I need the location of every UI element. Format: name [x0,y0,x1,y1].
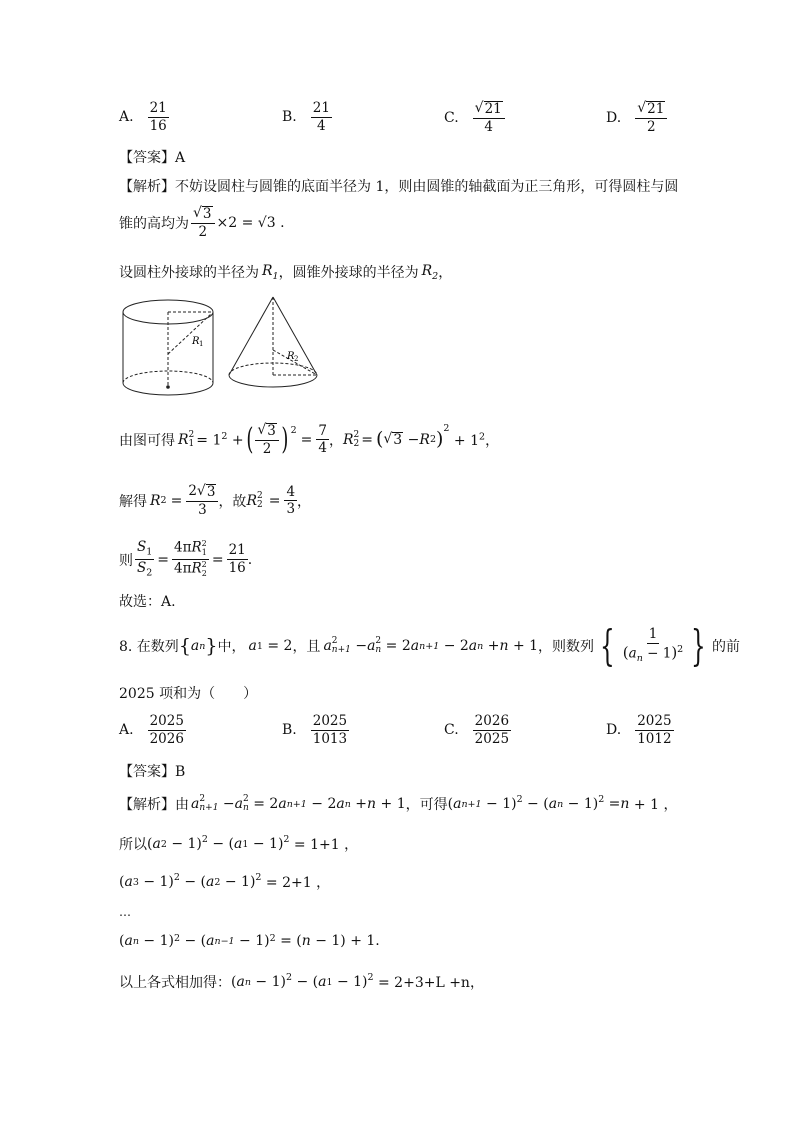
q8-ellipsis: … [119,905,131,919]
svg-text:2: 2 [294,355,299,363]
q7-option-a: A. $\frac{21}{16}$ [119,100,167,134]
svg-text:R: R [287,351,295,362]
q8-stem-line2: 2025 项和为（ ） [119,686,258,702]
q8-option-d: D. $\frac{2025}{1012}$ [606,713,672,747]
q7-radii-line: 设圆柱外接球的半径为 $R_1$ ，圆锥外接球的半径为 $R_2$ ， [119,262,453,282]
q7-solve-line: 解得 R 2 = 2 √ 3 3 ，故 R 2 2 = $\frac{4}{3}$ ， [119,483,312,518]
q7-option-d: D. √ 21 2 [606,101,667,135]
q8-answer: 【答案】B [119,764,186,780]
svg-text:1: 1 [199,340,204,348]
cone-figure [229,297,317,387]
svg-text:R: R [192,336,200,347]
q8-stem-line1: 8. 在数列 { a n } 中， a 1 = 2 ，且 a 2 n+1 − a 2 n = 2 a n+1 − 2 a n + n + 1 ，则数列 { $\frac{1}{(a_n - 1)^2}$ } 的前 [119,621,740,670]
q8-step-n: ( a n − 1) 2 − ( a n−1 − 1) 2 = ( n − 1) + 1. [119,933,380,949]
q7-analysis-head: 【解析】 [119,179,175,195]
q7-option-b: B. $\frac{21}{4}$ [282,100,330,134]
q7-analysis-text1: 不妨设圆柱与圆锥的底面半径为 1，则由圆锥的轴截面为正三角形，可得圆柱与圆 [175,179,679,195]
q8-step-1: 所以 ( a 2 − 1) $^2$ − ( a 1 − 1) $^2$ = 1+1 ， [119,834,359,853]
q7-ratio-line: 则 $\frac{S_1}{S_2}$ = $\frac{4\pi R^2_1}{4\pi R^2_2}$ = $\frac{21}{16}$ . [119,539,253,579]
q8-sum-line: 以上各式相加得： ( a n − 1) $^2$ − ( a 1 − 1) $^2$ = 2+3+L +n， [119,972,484,991]
q8-option-c: C. $\frac{2026}{2025}$ [444,713,510,747]
q8-analysis-line1: 【解析】 由 a 2 n+1 − a 2 n = 2 a n+1 − 2 a n + n + 1 ，可得 ( a n+1 − 1) $^2$ − ( a n − 1) $^2$ = n + 1 ， [119,794,678,813]
q8-option-a: A. $\frac{2025}{2026}$ [119,713,184,747]
q7-analysis-line1 [119,180,678,194]
q7-option-c: C. √ 21 4 [444,101,505,135]
q8-option-b: B. $\frac{2025}{1013}$ [282,713,348,747]
q7-conclusion: 故选：A. [119,594,176,610]
cylinder-cone-figure [115,294,330,406]
q7-equation-r1: 由图可得 R 2 1 = $1^2$ + ( √ 3 2 ) $^2$ = $\frac{7}{4}$ ， R 2 2 = ( √ 3 − R 2 ) $^2$ + $1^2$， [119,421,500,457]
q8-step-2: ( a 3 − 1) $^2$ − ( a 2 − 1) $^2$ = 2+1 ， [119,872,331,891]
q7-analysis-line2: 锥的高均为 √ 3 2 ×2 = √3 . [119,205,285,240]
q7-answer: 【答案】A [119,150,186,166]
cylinder-figure [123,300,213,395]
